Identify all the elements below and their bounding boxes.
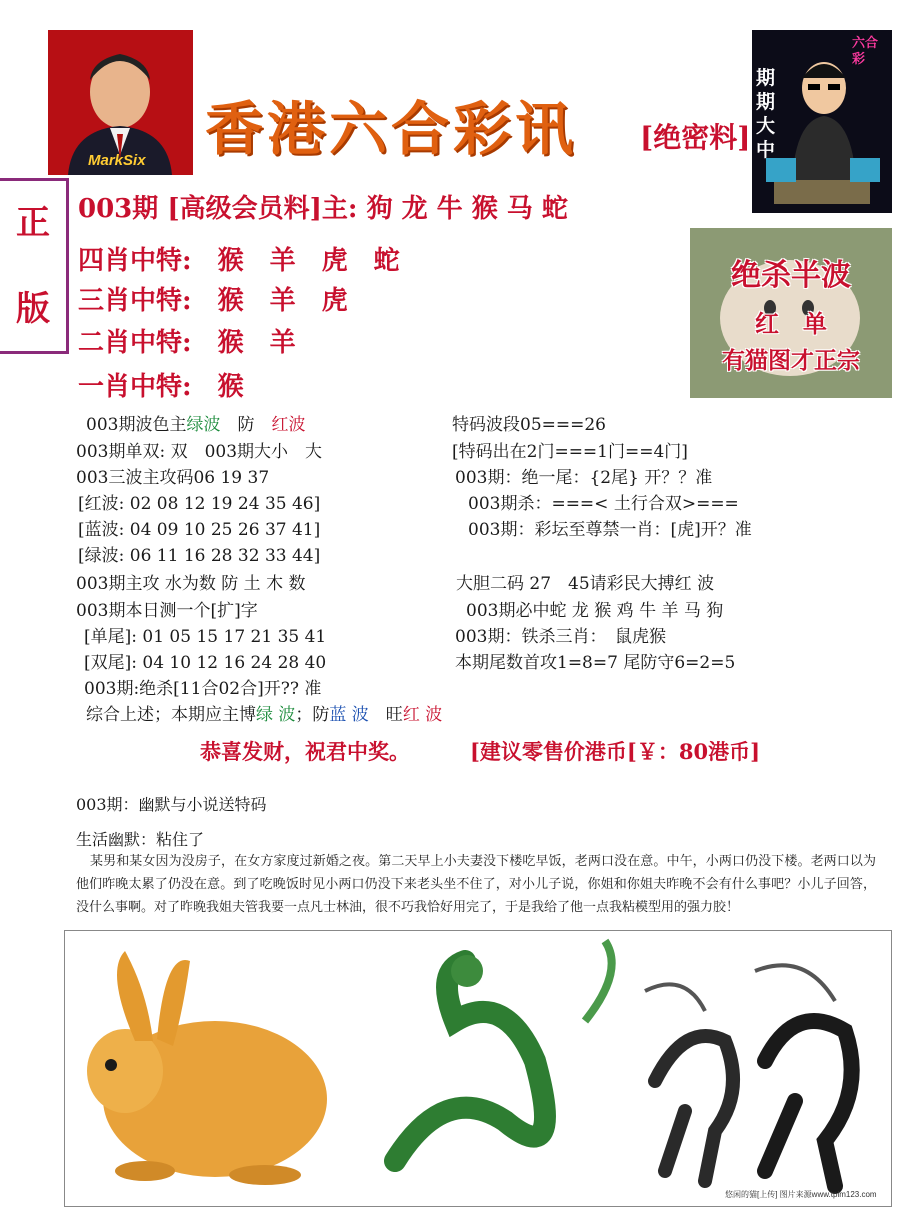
code-door-line: [特码出在2门===1门==4门] bbox=[452, 442, 688, 462]
three-zodiac-line: 三肖中特: 猴 羊 虎 bbox=[78, 286, 348, 316]
mascot-tag: 六合彩 bbox=[852, 36, 879, 67]
green-wave-numbers: [绿波: 06 11 16 28 32 33 44] bbox=[78, 546, 321, 566]
kill-tail-line: 003期：绝一尾：{2尾} 开？？准 bbox=[455, 468, 713, 488]
badge-char-2: 版 bbox=[16, 289, 50, 329]
page-title: 香港六合彩讯 bbox=[205, 95, 578, 163]
one-zodiac-line: 一肖中特: 猴 bbox=[78, 372, 244, 402]
badge-char-1: 正 bbox=[16, 203, 50, 243]
mascot-image bbox=[752, 30, 892, 213]
image-watermark: 悠闲的猫[上传] 图片来源www.tplm123.com bbox=[725, 1190, 877, 1199]
marksix-logo: MarkSix bbox=[88, 152, 146, 169]
summary-line: 综合上述；本期应主博绿 波；防蓝 波 旺红 波 bbox=[86, 705, 443, 725]
cat-box-line-1: 绝杀半波 bbox=[731, 258, 851, 293]
mascot-caption: 期期大中 bbox=[756, 67, 776, 161]
wave-red-label: 红波 bbox=[271, 415, 306, 435]
humor-heading: 003期：幽默与小说送特码 bbox=[76, 795, 267, 814]
summary-blue: 蓝 波 bbox=[329, 705, 369, 725]
blue-wave-numbers: [蓝波: 04 09 10 25 26 37 41] bbox=[78, 520, 321, 540]
forum-ban-line: 003期：彩坛至尊禁一肖：[虎]开？准 bbox=[468, 520, 752, 540]
double-tail-line: [双尾]: 04 10 12 16 24 28 40 bbox=[84, 653, 327, 673]
summary-red: 红 波 bbox=[402, 705, 443, 725]
cat-promo-box bbox=[690, 228, 892, 398]
main-attack-line: 003期主攻 水为数 防 土 木 数 bbox=[76, 574, 306, 594]
summary-green: 绿 波 bbox=[256, 705, 296, 725]
iron-kill-line: 003期：铁杀三肖： 鼠虎猴 bbox=[455, 627, 666, 647]
red-wave-numbers: [红波: 02 08 12 19 24 35 46] bbox=[78, 494, 321, 514]
humor-subheading: 生活幽默：粘住了 bbox=[76, 830, 205, 849]
must-hit-line: 003期必中蛇 龙 猴 鸡 牛 羊 马 狗 bbox=[466, 601, 724, 621]
kill-combo2-line: 003期杀：===< 土行合双>=== bbox=[468, 494, 739, 514]
dragon-illustration bbox=[395, 941, 612, 1161]
wave-main-line: 003期波色主绿波 防 红波 bbox=[86, 415, 306, 435]
page-title-badge: [绝密料] bbox=[640, 121, 751, 154]
portrait-photo bbox=[48, 30, 193, 175]
zodiac-animals-illustration bbox=[65, 931, 891, 1206]
two-zodiac-line: 二肖中特: 猴 羊 bbox=[78, 328, 296, 358]
congrats-text: 恭喜发财，祝君中奖。 bbox=[200, 739, 410, 764]
three-wave-line: 003三波主攻码06 19 37 bbox=[76, 468, 270, 488]
cat-box-line-3: 有猫图才正宗 bbox=[722, 347, 860, 374]
bold-two-codes-line: 大胆二码 27 45请彩民大搏红 波 bbox=[456, 574, 715, 594]
single-tail-line: [单尾]: 01 05 15 17 21 35 41 bbox=[84, 627, 327, 647]
odd-even-line: 003期单双: 双 003期大小 大 bbox=[76, 442, 323, 462]
zodiac-animals-image bbox=[64, 930, 892, 1207]
authentic-badge bbox=[0, 178, 69, 354]
price-text: [建议零售价港币[￥：80港币] bbox=[470, 739, 761, 764]
kill-combo-line: 003期:绝杀[11合02合]开?? 准 bbox=[84, 679, 322, 699]
vip-zodiac-line: 003期 [高级会员料]主: 狗 龙 牛 猴 马 蛇 bbox=[78, 194, 568, 224]
four-zodiac-line: 四肖中特: 猴 羊 虎 蛇 bbox=[78, 246, 400, 276]
cat-box-line-2: 红 单 bbox=[755, 309, 827, 338]
horses-illustration bbox=[645, 965, 852, 1186]
rabbit-illustration bbox=[87, 951, 327, 1185]
wave-green-label: 绿波 bbox=[186, 415, 221, 435]
code-segment-line: 特码波段05===26 bbox=[452, 415, 606, 435]
one-char-line: 003期本日测一个[扩]字 bbox=[76, 601, 258, 621]
humor-story: 某男和某女因为没房子，在女方家度过新婚之夜。第二天早上小夫妻没下楼吃早饭，老两口没在意。中午，小两口仍没下楼。老两口以为他们昨晚太累了仍没在意。到了吃晚饭时见小两口仍没下来老头坐不住了，对小儿子说，你姐和你姐夫昨晚不会有什么事吧？小儿子回答，没什么事啊。对了昨晚我姐夫管我要一点凡士林油，很不巧我恰好用完了，于是我给了他一点我粘模型用的强力胶！ bbox=[76, 854, 876, 915]
tail-attack-line: 本期尾数首攻1=8=7 尾防守6=2=5 bbox=[455, 653, 736, 673]
